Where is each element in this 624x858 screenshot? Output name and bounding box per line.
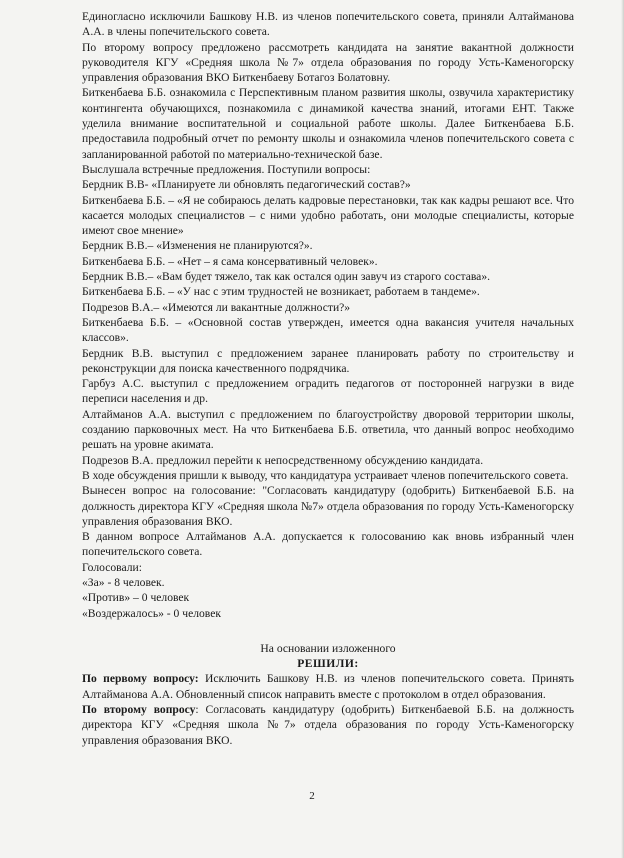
dialogue-line: Бердник В.В- «Планируете ли обновлять педагогический состав?» [82, 178, 411, 192]
page-number: 2 [309, 790, 315, 802]
paragraph-proposal: Гарбуз А.С. выступил с предложением оградить педагогов от посторонней нагрузки в виде переписи населения и др. [82, 377, 574, 406]
dialogue-line: Бердник В.В.– «Изменения не планируются?». [82, 239, 313, 253]
paragraph-exclusion: Единогласно исключили Башкову Н.В. из членов попечительского совета, приняли Алтайманова А.А. в члены попечительского совета. [82, 10, 574, 39]
voting-against: «Против» – 0 человек [82, 591, 190, 605]
paragraph-vote-admission: В данном вопросе Алтайманов А.А. допускается к голосованию как вновь избранный член попечительского совета. [82, 530, 574, 559]
dialogue-line: Биткенбаева Б.Б. – «Нет – я сама консервативный человек». [82, 254, 378, 268]
voting-title: Голосовали: [82, 560, 142, 574]
dialogue-line: Бердник В.В.– «Вам будет тяжело, так как остался один завуч из старого состава». [82, 270, 491, 284]
paragraph-discussion: Подрезов В.А. предложил перейти к непосредственному обсуждению кандидата. [82, 453, 484, 467]
paragraph-second-question: По второму вопросу предложено рассмотреть кандидата на занятие вакантной должности руководителя КГУ «Средняя школа №7» отдела образования по городу Усть-Каменогорску управления образования ВКО Биткенбаеву Ботагоз Болатовну. [82, 40, 574, 85]
paragraph-proposal: Бердник В.В. выступил с предложением заранее планировать работу по строительству и реконструкции для поиска качественного подрядчика. [82, 346, 574, 375]
voting-for: «За» - 8 человек. [82, 575, 165, 589]
dialogue-line: Биткенбаева Б.Б. – «Основной состав утвержден, имеется одна вакансия учителя начальных классов». [82, 315, 574, 345]
decision-first-label: По первому вопросу: [82, 672, 199, 686]
dialogue-line: Биткенбаева Б.Б. – «Я не собираюсь делать кадровые перестановки, так как кадры решают все. Что касается молодых специалистов – с ними удобно работать, они молодые специалисты, которые имеют свое мнение» [82, 193, 574, 238]
dialogue-line: Биткенбаева Б.Б. – «У нас с этим трудностей не возникает, работаем в тандеме». [82, 285, 480, 299]
voting-abstained: «Воздержалось» - 0 человек [82, 606, 221, 620]
paragraph-questions-intro: Выслушала встречные предложения. Поступили вопросы: [82, 162, 371, 176]
decision-first-text: Исключить Башкову Н.В. из членов попечительского совета. Принять Алтайманова А.А. Обновленный список направить вместе с протоколом в отдел образования. [82, 672, 574, 701]
decision-second-label: По второму вопросу [82, 703, 196, 717]
heading-decision: РЕШИЛИ: [297, 657, 359, 671]
paragraph-conclusion: В ходе обсуждения пришли к выводу, что кандидатура устраивает членов попечительского совета. [82, 468, 569, 482]
paragraph-report: Биткенбаева Б.Б. ознакомила с Перспективным планом развития школы, озвучила характеристику контингента обучающихся, познакомила с динамикой качества знаний, итогами ЕНТ. Также уделила внимание воспитательной и социальной работе школы. Далее Биткенбаева Б.Б. предоставила подробный отчет по ремонту школы и ознакомила членов попечительского совета с запланированной работой по материально-технической базе. [82, 86, 574, 161]
heading-basis: На основании изложенного [260, 641, 396, 655]
decision-second [82, 702, 574, 748]
dialogue-line: Подрезов В.А.– «Имеются ли вакантные должности?» [82, 300, 351, 314]
paragraph-proposal: Алтайманов А.А. выступил с предложением по благоустройству дворовой территории школы, созданию парковочных мест. На что Биткенбаева Б.Б. ответила, что данный вопрос необходимо решать на уровне акимата. [82, 407, 574, 452]
paragraph-vote-question: Вынесен вопрос на голосование: "Согласовать кандидатуру (одобрить) Биткенбаевой Б.Б. на должность директора КГУ «Средняя школа №7» отдела образования по городу Усть-Каменогорску управления образования ВКО. [82, 484, 574, 528]
decision-first [82, 671, 574, 702]
decision-second-text: : Согласовать кандидатуру (одобрить) Биткенбаевой Б.Б. на должность директора КГУ «Средняя школа №7» отдела образования по городу Усть-Каменогорску управления образования ВКО. [82, 703, 574, 747]
